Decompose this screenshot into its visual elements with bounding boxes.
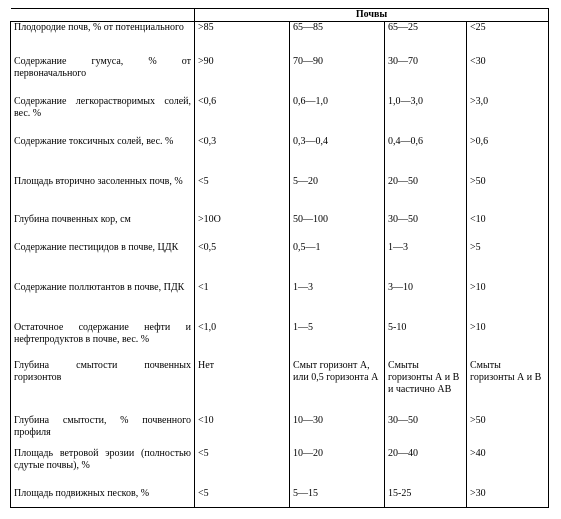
value-cell: <5 bbox=[195, 448, 290, 488]
value-cell: 0,3—0,4 bbox=[290, 136, 385, 176]
parameter-cell: Площадь подвижных песков, % bbox=[11, 488, 195, 508]
value-cell: 1—5 bbox=[290, 322, 385, 360]
value-cell: <0,5 bbox=[195, 242, 290, 282]
table-header-row bbox=[11, 9, 549, 22]
table-row bbox=[11, 136, 549, 176]
value-cell: 1—3 bbox=[290, 282, 385, 322]
value-cell: >5 bbox=[467, 242, 549, 282]
table-row bbox=[11, 56, 549, 96]
parameter-cell: Глубина смытости почвенных горизонтов bbox=[11, 360, 195, 415]
parameter-cell: Содержание поллютантов в почве, ПДК bbox=[11, 282, 195, 322]
value-cell: Смыт горизонт А, или 0,5 горизонта А bbox=[290, 360, 385, 415]
table-row bbox=[11, 96, 549, 136]
value-cell: 10—30 bbox=[290, 415, 385, 448]
value-cell: <5 bbox=[195, 176, 290, 214]
value-cell: 65—25 bbox=[385, 22, 467, 56]
value-cell: 0,5—1 bbox=[290, 242, 385, 282]
value-cell: <5 bbox=[195, 488, 290, 508]
value-cell: >90 bbox=[195, 56, 290, 96]
soil-criteria-table bbox=[10, 8, 549, 508]
value-cell: 5—15 bbox=[290, 488, 385, 508]
value-cell: 0,4—0,6 bbox=[385, 136, 467, 176]
value-cell: 1—3 bbox=[385, 242, 467, 282]
table-row bbox=[11, 214, 549, 242]
table-row bbox=[11, 22, 549, 56]
value-cell: 30—50 bbox=[385, 415, 467, 448]
parameter-cell: Площадь вторично засоленных почв, % bbox=[11, 176, 195, 214]
value-cell: 30—50 bbox=[385, 214, 467, 242]
value-cell: >50 bbox=[467, 176, 549, 214]
parameter-cell: Содержание пестицидов в почве, ЦДК bbox=[11, 242, 195, 282]
value-cell: 3—10 bbox=[385, 282, 467, 322]
table-row bbox=[11, 282, 549, 322]
value-cell: >10 bbox=[467, 322, 549, 360]
value-cell: 50—100 bbox=[290, 214, 385, 242]
table-row bbox=[11, 448, 549, 488]
value-cell: >30 bbox=[467, 488, 549, 508]
parameter-cell: Плодородие почв, % от потенциального bbox=[11, 22, 195, 56]
value-cell: >10 bbox=[467, 282, 549, 322]
value-cell: 20—50 bbox=[385, 176, 467, 214]
table-row bbox=[11, 415, 549, 448]
parameter-cell: Содержание легкорастворимых солей, вес. % bbox=[11, 96, 195, 136]
value-cell: <0,3 bbox=[195, 136, 290, 176]
value-cell: >85 bbox=[195, 22, 290, 56]
parameter-cell: Глубина почвенных кор, см bbox=[11, 214, 195, 242]
value-cell: >50 bbox=[467, 415, 549, 448]
parameter-cell: Содержание гумуса, % от первоначального bbox=[11, 56, 195, 96]
value-cell: <10 bbox=[195, 415, 290, 448]
value-cell: 65—85 bbox=[290, 22, 385, 56]
header-blank-cell bbox=[11, 9, 195, 22]
value-cell: Смыты горизонты А и В bbox=[467, 360, 549, 415]
value-cell: Нет bbox=[195, 360, 290, 415]
value-cell: 10—20 bbox=[290, 448, 385, 488]
table-body bbox=[11, 22, 549, 508]
table-row bbox=[11, 242, 549, 282]
value-cell: 30—70 bbox=[385, 56, 467, 96]
value-cell: Смыты горизонты А и В и частично АВ bbox=[385, 360, 467, 415]
value-cell: 70—90 bbox=[290, 56, 385, 96]
table-row bbox=[11, 488, 549, 508]
table-row bbox=[11, 360, 549, 415]
value-cell: 1,0—3,0 bbox=[385, 96, 467, 136]
value-cell: <30 bbox=[467, 56, 549, 96]
table-row bbox=[11, 322, 549, 360]
parameter-cell: Остаточное содержание нефти и нефтепродуктов в почве, вес. % bbox=[11, 322, 195, 360]
value-cell: 20—40 bbox=[385, 448, 467, 488]
table-row bbox=[11, 176, 549, 214]
value-cell: <1,0 bbox=[195, 322, 290, 360]
parameter-cell: Площадь ветровой эрозии (полностью сдутые почвы), % bbox=[11, 448, 195, 488]
value-cell: 5—20 bbox=[290, 176, 385, 214]
parameter-cell: Глубина смытости, % почвенного профиля bbox=[11, 415, 195, 448]
value-cell: <25 bbox=[467, 22, 549, 56]
value-cell: <1 bbox=[195, 282, 290, 322]
value-cell: <10 bbox=[467, 214, 549, 242]
value-cell: 0,6—1,0 bbox=[290, 96, 385, 136]
value-cell: >40 bbox=[467, 448, 549, 488]
value-cell: >10О bbox=[195, 214, 290, 242]
value-cell: 15-25 bbox=[385, 488, 467, 508]
parameter-cell: Содержание токсичных солей, вес. % bbox=[11, 136, 195, 176]
value-cell: 5-10 bbox=[385, 322, 467, 360]
header-group-soils: Почвы bbox=[195, 9, 549, 22]
value-cell: >3,0 bbox=[467, 96, 549, 136]
value-cell: <0,6 bbox=[195, 96, 290, 136]
value-cell: >0,6 bbox=[467, 136, 549, 176]
